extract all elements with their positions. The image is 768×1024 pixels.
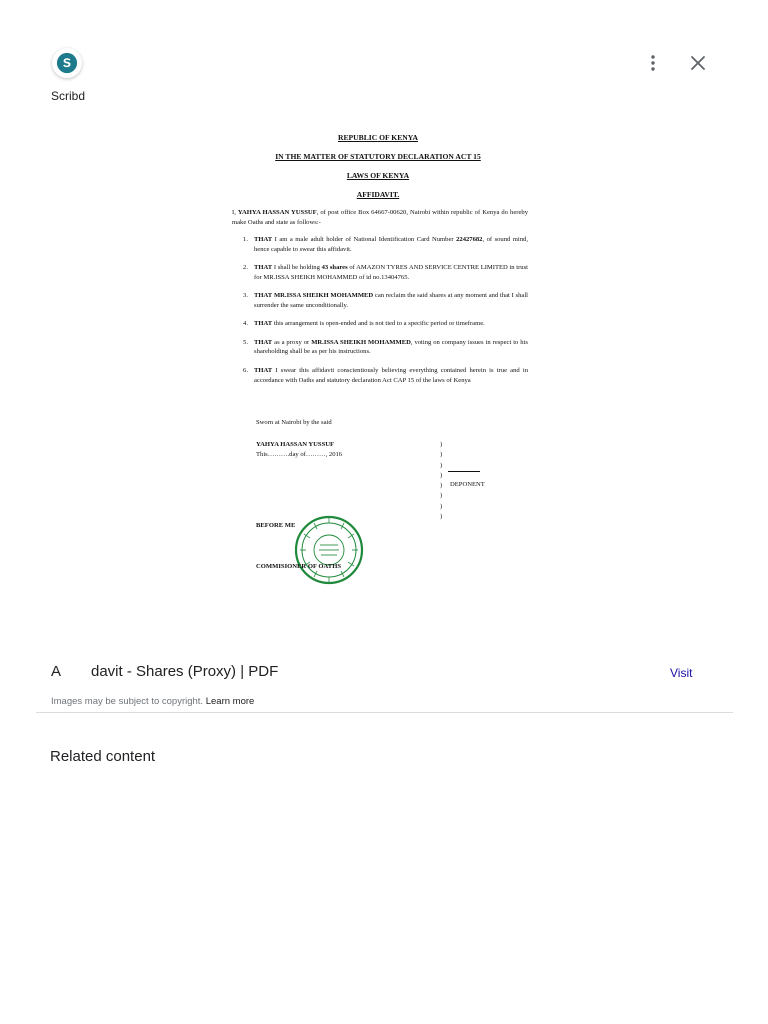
deponent-name: YAHYA HASSAN YUSSUF — [256, 441, 335, 448]
before-me-label: BEFORE ME — [256, 522, 296, 529]
result-title-prefix[interactable]: A — [51, 663, 62, 680]
doc-clause: 1. THAT I am a male adult holder of National Identification Card Number 22427682, of sound mind, hence capable to swear this affidavit. — [243, 236, 528, 253]
deponent-label: DEPONENT — [450, 481, 485, 488]
source-logo[interactable] — [52, 48, 82, 78]
doc-clauses — [228, 235, 528, 385]
commissioner-label: COMMISIONER OF OATHS — [256, 563, 341, 570]
source-name[interactable]: Scribd — [51, 89, 86, 103]
date-line: This……….day of………, 2016 — [256, 451, 343, 458]
copyright-text: Images may be subject to copyright. — [51, 696, 204, 707]
doc-clause: 2. THAT I shall be holding 43 shares of AMAZON TYRES AND SERVICE CENTRE LIMITED in trust for MR.ISSA SHEIKH MOHAMMED of id no.13404765. — [243, 264, 528, 281]
doc-clause: 6. THAT I swear this affidavit conscientiously believing everything contained herein is true and in accordance with Oaths and statutory declaration Act CAP 15 of the laws of Kenya — [243, 367, 528, 384]
doc-intro: I, YAHYA HASSAN YUSSUF, of post office Box 64667-00620, Nairobi within republic of Kenya do hereby make Oaths and state as follows:- — [232, 209, 528, 226]
doc-heading: IN THE MATTER OF STATUTORY DECLARATION ACT 15 — [275, 152, 481, 161]
doc-clause: 3. THAT MR.ISSA SHEIKH MOHAMMED can reclaim the said shares at any moment and that I shall surrender the same unconditionally. — [243, 292, 528, 309]
result-title[interactable]: davit - Shares (Proxy) | PDF — [91, 663, 279, 680]
visit-link[interactable]: Visit — [670, 666, 693, 680]
more-options-button[interactable] — [640, 50, 666, 76]
more-vert-icon — [650, 54, 656, 72]
document-preview[interactable] — [228, 132, 528, 592]
related-content-heading: Related content — [50, 748, 156, 765]
signature-line — [448, 471, 480, 472]
doc-heading: REPUBLIC OF KENYA — [337, 133, 419, 142]
sworn-line: Sworn at Nairobi by the said — [256, 419, 332, 426]
commissioner-stamp-icon — [292, 514, 366, 586]
close-button[interactable] — [685, 50, 711, 76]
scribd-logo-icon — [56, 52, 78, 74]
bracket-column: ) ) ) ) ) ) ) ) — [440, 441, 443, 521]
divider — [36, 712, 733, 713]
learn-more-link[interactable]: Learn more — [205, 696, 255, 707]
doc-clause: 5. THAT as a proxy or MR.ISSA SHEIKH MOHAMMED, voting on company issues in respect to his shareholding shall be as per his instructions. — [243, 338, 528, 356]
doc-clause: 4. THAT this arrangement is open-ended and is not tied to a specific period or timeframe. — [243, 320, 485, 328]
doc-heading: AFFIDAVIT. — [356, 190, 400, 199]
copyright-notice — [51, 696, 254, 707]
doc-heading: LAWS OF KENYA — [346, 171, 410, 180]
close-icon — [690, 55, 706, 71]
